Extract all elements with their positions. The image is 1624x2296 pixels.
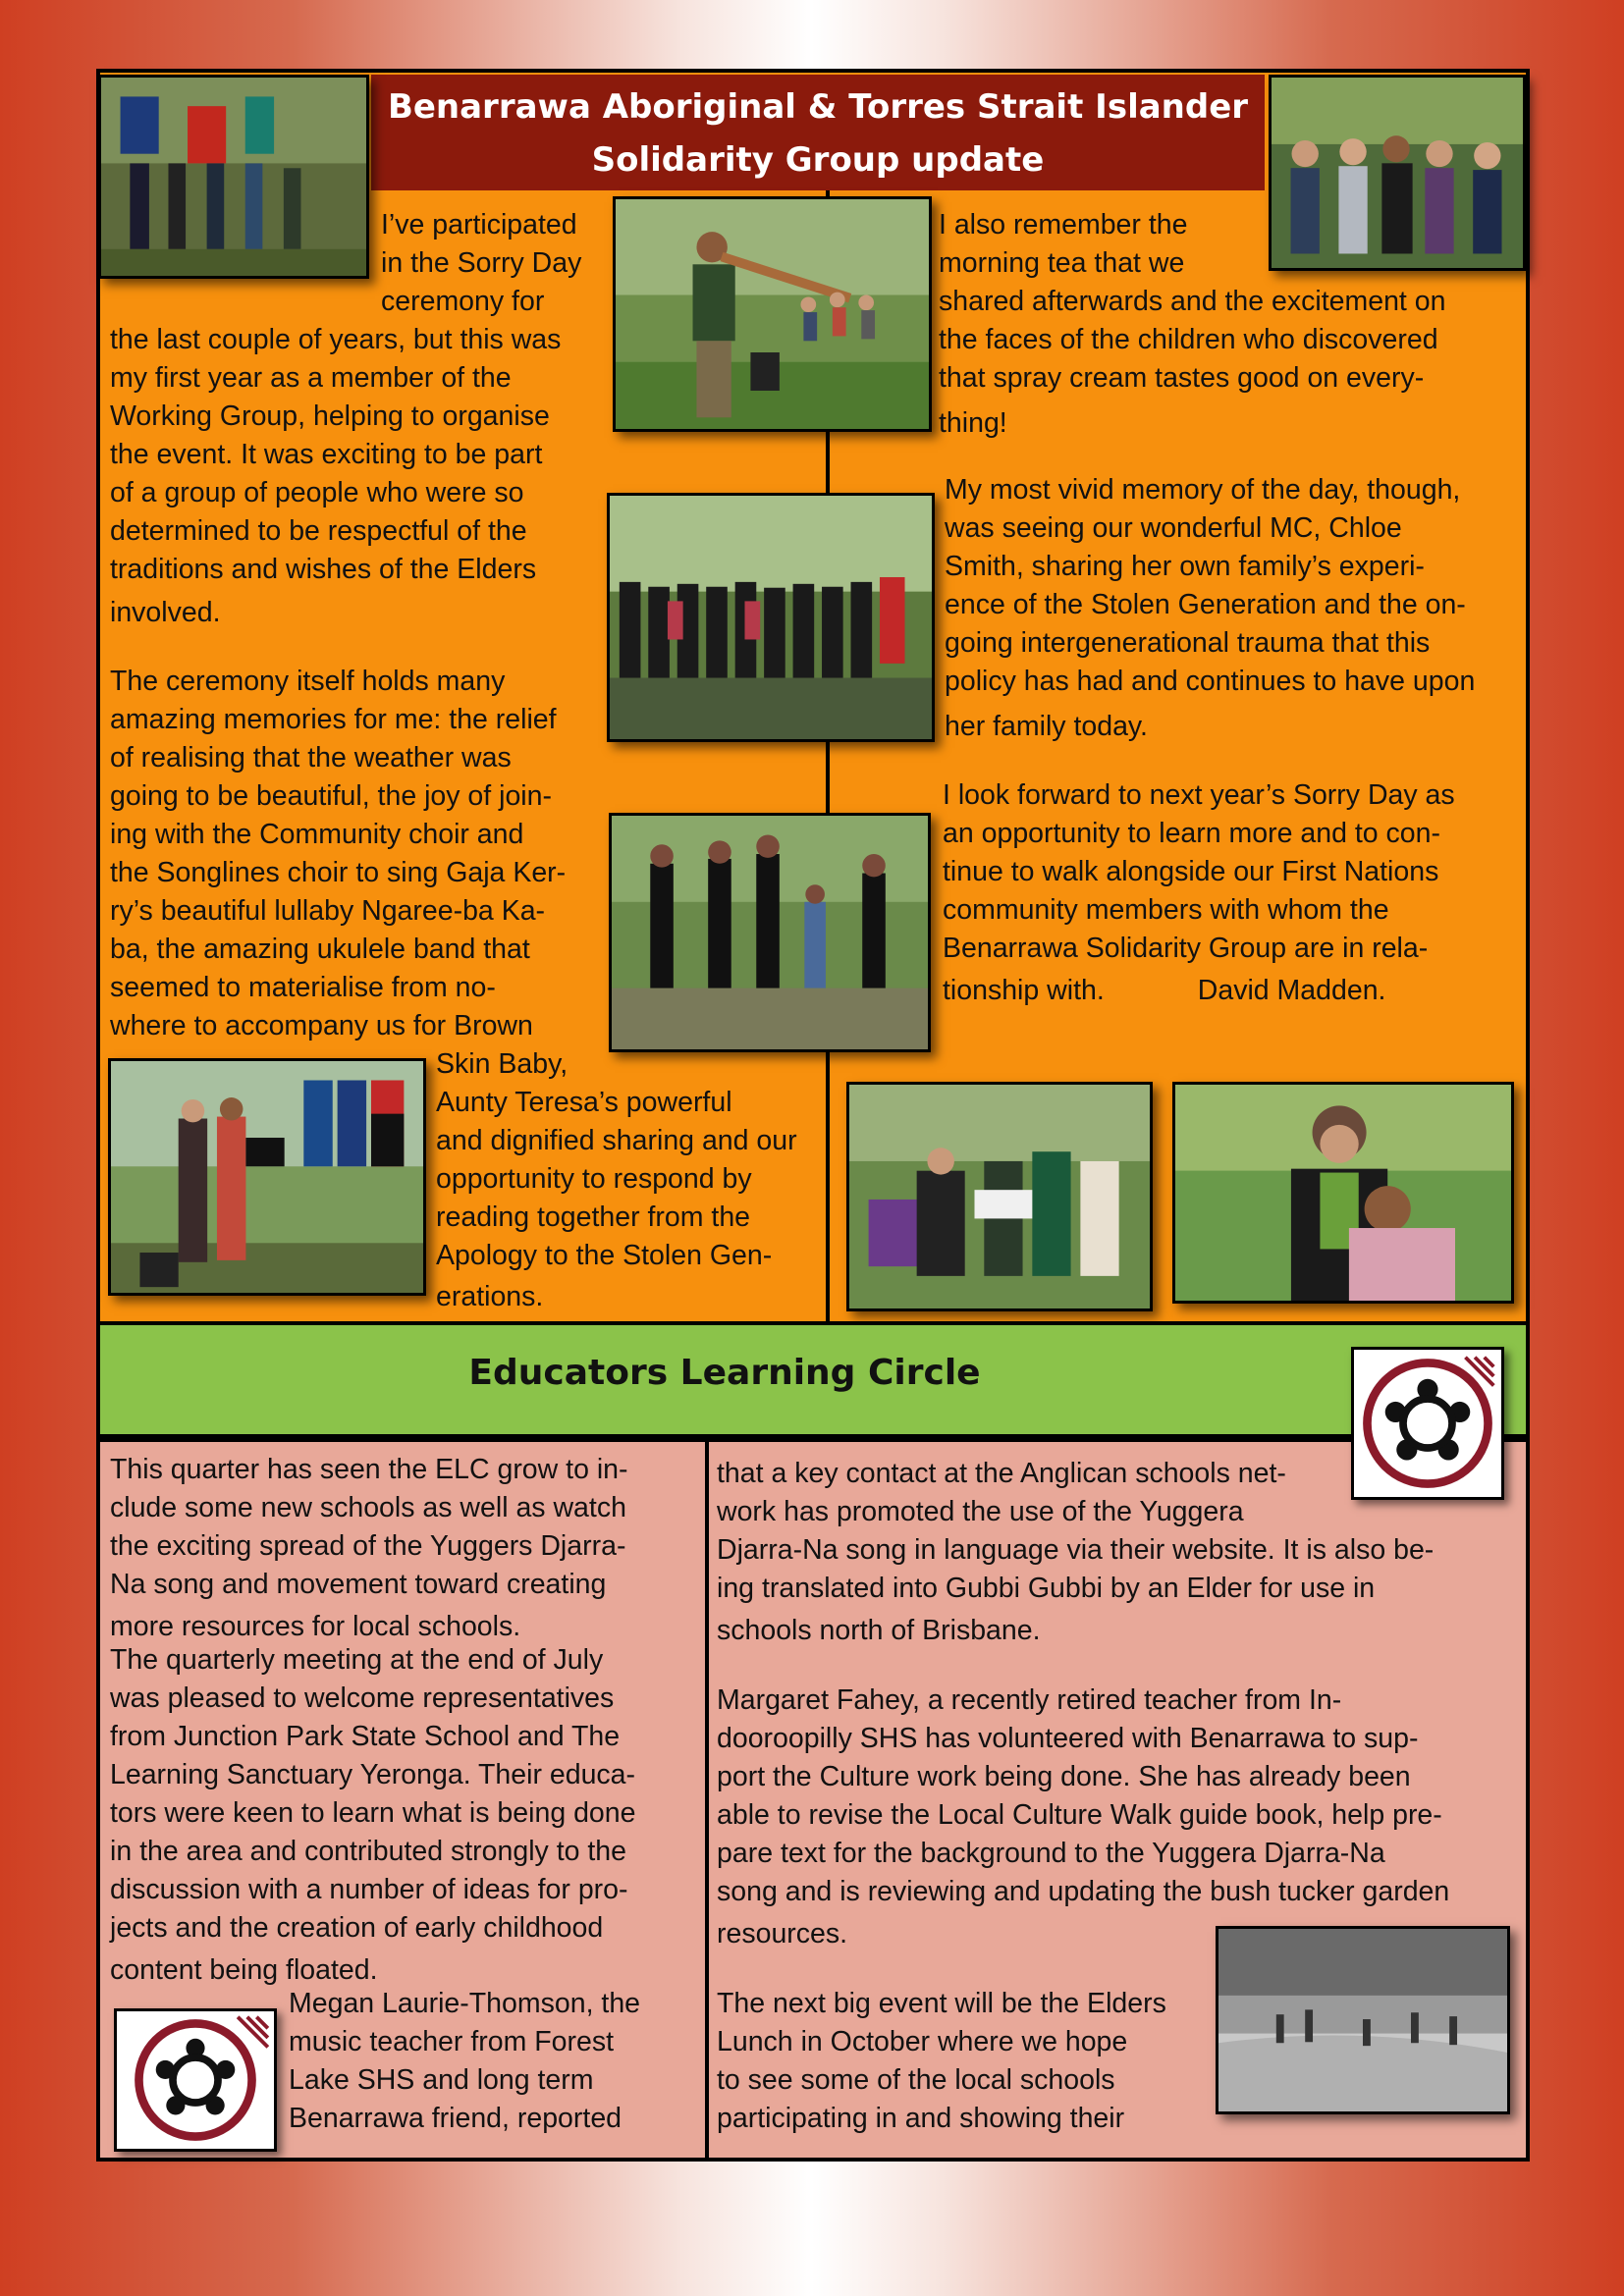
elc-left-line-2: the exciting spread of the Yuggers Djarra- xyxy=(110,1530,626,1562)
solidarity-left-line-0: I’ve participated xyxy=(381,209,577,240)
solidarity-left-line-22: Aunty Teresa’s powerful xyxy=(436,1087,732,1118)
elc-title: Educators Learning Circle xyxy=(468,1353,981,1393)
solidarity-left-line-12: amazing memories for me: the relief xyxy=(110,704,557,735)
elc-left-line-1: clude some new schools as well as watch xyxy=(110,1492,626,1523)
elc-right-line-5: Margaret Fahey, a recently retired teacher from In- xyxy=(717,1684,1342,1716)
solidarity-left-line-23: and dignified sharing and our xyxy=(436,1125,797,1156)
elc-right-line-15: participating in and showing their xyxy=(717,2103,1125,2134)
solidarity-right-line-7: was seeing our wonderful MC, Chloe xyxy=(945,512,1402,544)
solidarity-title-line1: Benarrawa Aboriginal & Torres Strait Islander xyxy=(387,87,1249,127)
elc-left-line-0: This quarter has seen the ELC grow to in- xyxy=(110,1454,628,1485)
photo-two-women xyxy=(1172,1082,1514,1304)
elc-right-line-0: that a key contact at the Anglican schools net- xyxy=(717,1458,1286,1489)
solidarity-left-line-17: ry’s beautiful lullaby Ngaree-ba Ka- xyxy=(110,895,546,927)
solidarity-title-line2: Solidarity Group update xyxy=(591,140,1045,180)
solidarity-left-line-3: the last couple of years, but this was xyxy=(110,324,562,355)
solidarity-right-line-10: going intergenerational trauma that this xyxy=(945,627,1431,659)
solidarity-left-line-1: in the Sorry Day xyxy=(381,247,582,279)
solidarity-left-line-20: where to accompany us for Brown xyxy=(110,1010,533,1041)
elc-left-line-7: from Junction Park State School and The xyxy=(110,1721,621,1752)
elc-left-line-14: Megan Laurie-Thomson, the xyxy=(289,1988,641,2019)
solidarity-left-line-26: Apology to the Stolen Gen- xyxy=(436,1240,773,1271)
elc-right-line-4: schools north of Brisbane. xyxy=(717,1615,1041,1646)
solidarity-left-line-4: my first year as a member of the xyxy=(110,362,512,394)
elc-right-line-14: to see some of the local schools xyxy=(717,2064,1115,2096)
elc-left-line-16: Lake SHS and long term xyxy=(289,2064,594,2096)
solidarity-right-line-11: policy has had and continues to have upon xyxy=(945,666,1476,697)
elc-right-line-6: dooroopilly SHS has volunteered with Benarrawa to sup- xyxy=(717,1723,1419,1754)
solidarity-left-line-9: traditions and wishes of the Elders xyxy=(110,554,537,585)
solidarity-left-line-27: erations. xyxy=(436,1281,544,1312)
photo-choir xyxy=(607,493,935,742)
elc-right-line-2: Djarra-Na song in language via their website. It is also be- xyxy=(717,1534,1435,1566)
solidarity-right-line-2: shared afterwards and the excitement on xyxy=(939,286,1446,317)
photo-group-portrait xyxy=(1269,75,1526,271)
elc-logo-icon-bottom xyxy=(114,2008,277,2152)
elc-column-divider xyxy=(705,1438,709,2162)
elc-left-line-6: was pleased to welcome representatives xyxy=(110,1682,615,1714)
solidarity-right-line-12: her family today. xyxy=(945,711,1148,742)
solidarity-right-line-9: ence of the Stolen Generation and the on- xyxy=(945,589,1466,620)
solidarity-right-line-6: My most vivid memory of the day, though, xyxy=(945,474,1461,506)
elc-left-line-17: Benarrawa friend, reported xyxy=(289,2103,623,2134)
solidarity-left-line-25: reading together from the xyxy=(436,1201,751,1233)
solidarity-right-line-15: tinue to walk alongside our First Nations xyxy=(943,856,1439,887)
solidarity-right-line-14: an opportunity to learn more and to con- xyxy=(943,818,1440,849)
solidarity-right-line-17: Benarrawa Solidarity Group are in rela- xyxy=(943,933,1429,964)
elc-right-line-13: Lunch in October where we hope xyxy=(717,2026,1128,2057)
elc-right-line-11: resources. xyxy=(717,1918,848,1949)
solidarity-left-line-6: the event. It was exciting to be part xyxy=(110,439,543,470)
solidarity-left-line-18: ba, the amazing ukulele band that xyxy=(110,934,530,965)
solidarity-title xyxy=(371,75,1265,190)
solidarity-left-line-2: ceremony for xyxy=(381,286,545,317)
solidarity-left-line-19: seemed to materialise from no- xyxy=(110,972,496,1003)
solidarity-left-line-8: determined to be respectful of the xyxy=(110,515,527,547)
solidarity-left-line-7: of a group of people who were so xyxy=(110,477,524,508)
solidarity-right-line-4: that spray cream tastes good on every- xyxy=(939,362,1425,394)
solidarity-left-line-13: of realising that the weather was xyxy=(110,742,512,774)
elc-left-line-15: music teacher from Forest xyxy=(289,2026,615,2057)
solidarity-right-line-3: the faces of the children who discovered xyxy=(939,324,1438,355)
solidarity-left-line-5: Working Group, helping to organise xyxy=(110,400,550,432)
elc-left-line-8: Learning Sanctuary Yeronga. Their educa- xyxy=(110,1759,636,1790)
solidarity-left-line-10: involved. xyxy=(110,597,221,628)
photo-flag-bearers xyxy=(98,75,369,279)
elc-left-line-13: content being floated. xyxy=(110,1954,378,1986)
elc-left-line-3: Na song and movement toward creating xyxy=(110,1569,607,1600)
solidarity-right-line-16: community members with whom the xyxy=(943,894,1389,926)
elc-right-line-3: ing translated into Gubbi Gubbi by an Elder for use in xyxy=(717,1573,1376,1604)
elc-left-line-5: The quarterly meeting at the end of July xyxy=(110,1644,604,1676)
photo-morning-tea xyxy=(846,1082,1153,1311)
elc-left-line-9: tors were keen to learn what is being done xyxy=(110,1797,636,1829)
photo-didgeridoo-player xyxy=(613,196,932,432)
elc-right-line-12: The next big event will be the Elders xyxy=(717,1988,1166,2019)
elc-left-line-4: more resources for local schools. xyxy=(110,1611,521,1642)
solidarity-right-line-18: tionship with. David Madden. xyxy=(943,975,1386,1006)
photo-speakers-flags xyxy=(108,1058,426,1296)
elc-left-line-12: jects and the creation of early childhood xyxy=(110,1912,604,1944)
elc-logo-icon-top xyxy=(1351,1347,1504,1500)
elc-right-line-8: able to revise the Local Culture Walk guide book, help pre- xyxy=(717,1799,1442,1831)
solidarity-right-line-1: morning tea that we xyxy=(939,247,1185,279)
solidarity-left-line-15: ing with the Community choir and xyxy=(110,819,524,850)
solidarity-left-line-11: The ceremony itself holds many xyxy=(110,666,506,697)
solidarity-left-line-24: opportunity to respond by xyxy=(436,1163,752,1195)
solidarity-right-line-13: I look forward to next year’s Sorry Day as xyxy=(943,779,1455,811)
elc-right-line-9: pare text for the background to the Yuggera Djarra-Na xyxy=(717,1838,1385,1869)
photo-historic-river xyxy=(1216,1926,1510,2114)
solidarity-left-line-16: the Songlines choir to sing Gaja Ker- xyxy=(110,857,567,888)
elc-right-line-7: port the Culture work being done. She has already been xyxy=(717,1761,1411,1792)
solidarity-left-line-21: Skin Baby, xyxy=(436,1048,568,1080)
solidarity-left-line-14: going to be beautiful, the joy of join- xyxy=(110,780,552,812)
solidarity-right-line-5: thing! xyxy=(939,407,1007,439)
elc-left-line-10: in the area and contributed strongly to the xyxy=(110,1836,627,1867)
elc-left-line-11: discussion with a number of ideas for pro- xyxy=(110,1874,628,1905)
elc-right-line-1: work has promoted the use of the Yuggera xyxy=(717,1496,1244,1527)
photo-dancers xyxy=(609,813,931,1052)
elc-right-line-10: song and is reviewing and updating the bush tucker garden xyxy=(717,1876,1450,1907)
solidarity-right-line-8: Smith, sharing her own family’s experi- xyxy=(945,551,1425,582)
solidarity-right-line-0: I also remember the xyxy=(939,209,1188,240)
